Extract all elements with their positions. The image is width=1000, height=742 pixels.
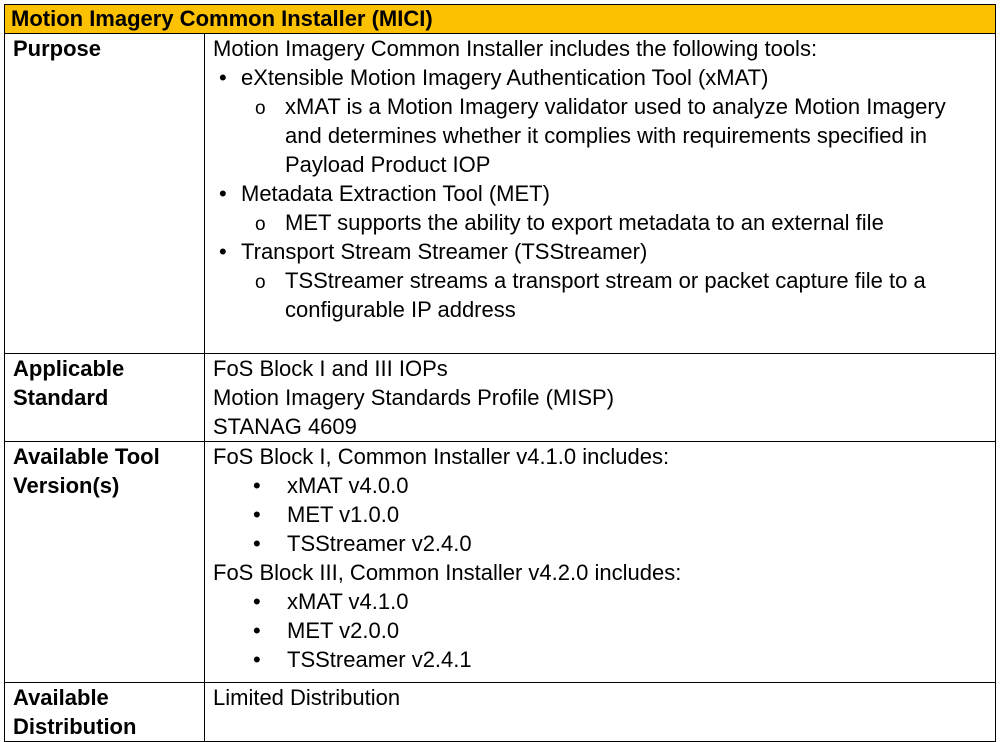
distribution-label-line2: Distribution — [13, 714, 137, 739]
tool-item-tsstreamer: • Transport Stream Streamer (TSStreamer) — [213, 237, 987, 266]
distribution-row — [5, 683, 996, 742]
purpose-row — [5, 34, 996, 354]
version-group-heading: FoS Block I, Common Installer v4.1.0 includes: — [213, 444, 670, 469]
versions-label — [5, 442, 205, 683]
info-table — [4, 4, 996, 742]
distribution-content — [205, 683, 996, 742]
version-item: • MET v2.0.0 — [213, 616, 987, 645]
standard-line: STANAG 4609 — [213, 414, 357, 439]
standard-label-line1: Applicable — [13, 356, 125, 381]
tool-item-met: • Metadata Extraction Tool (MET) — [213, 179, 987, 208]
version-item: • xMAT v4.1.0 — [213, 587, 987, 616]
versions-label-line2: Version(s) — [13, 473, 120, 498]
purpose-intro: Motion Imagery Common Installer includes the following tools: — [213, 36, 818, 61]
distribution-label-line1: Available — [13, 685, 109, 710]
distribution-label — [5, 683, 205, 742]
tool-subitem-met: o MET supports the ability to export metadata to an external file — [213, 208, 987, 237]
version-item: • TSStreamer v2.4.0 — [213, 529, 987, 558]
table-title: Motion Imagery Common Installer (MICI) — [5, 5, 996, 34]
version-item: • xMAT v4.0.0 — [213, 471, 987, 500]
purpose-content — [205, 34, 996, 354]
version-item: • TSStreamer v2.4.1 — [213, 645, 987, 674]
tool-subitem-tsstreamer: o TSStreamer streams a transport stream or packet capture file to a configurable IP address — [213, 266, 987, 324]
standard-row — [5, 354, 996, 442]
standard-content — [205, 354, 996, 442]
version-item: • MET v1.0.0 — [213, 500, 987, 529]
tool-item-xmat: • eXtensible Motion Imagery Authentication Tool (xMAT) — [213, 63, 987, 92]
standard-line: Motion Imagery Standards Profile (MISP) — [213, 385, 615, 410]
tool-subitem-xmat: o xMAT is a Motion Imagery validator used to analyze Motion Imagery and determines whether it complies with requirements specified in Payload Product IOP — [213, 92, 987, 179]
distribution-value: Limited Distribution — [213, 685, 401, 710]
version-group-heading: FoS Block III, Common Installer v4.2.0 includes: — [213, 560, 682, 585]
standard-label-line2: Standard — [13, 385, 109, 410]
versions-content — [205, 442, 996, 683]
versions-row — [5, 442, 996, 683]
standard-label — [5, 354, 205, 442]
standard-line: FoS Block I and III IOPs — [213, 356, 448, 381]
purpose-label: Purpose — [5, 34, 205, 354]
header-row — [5, 5, 996, 34]
versions-label-line1: Available Tool — [13, 444, 160, 469]
